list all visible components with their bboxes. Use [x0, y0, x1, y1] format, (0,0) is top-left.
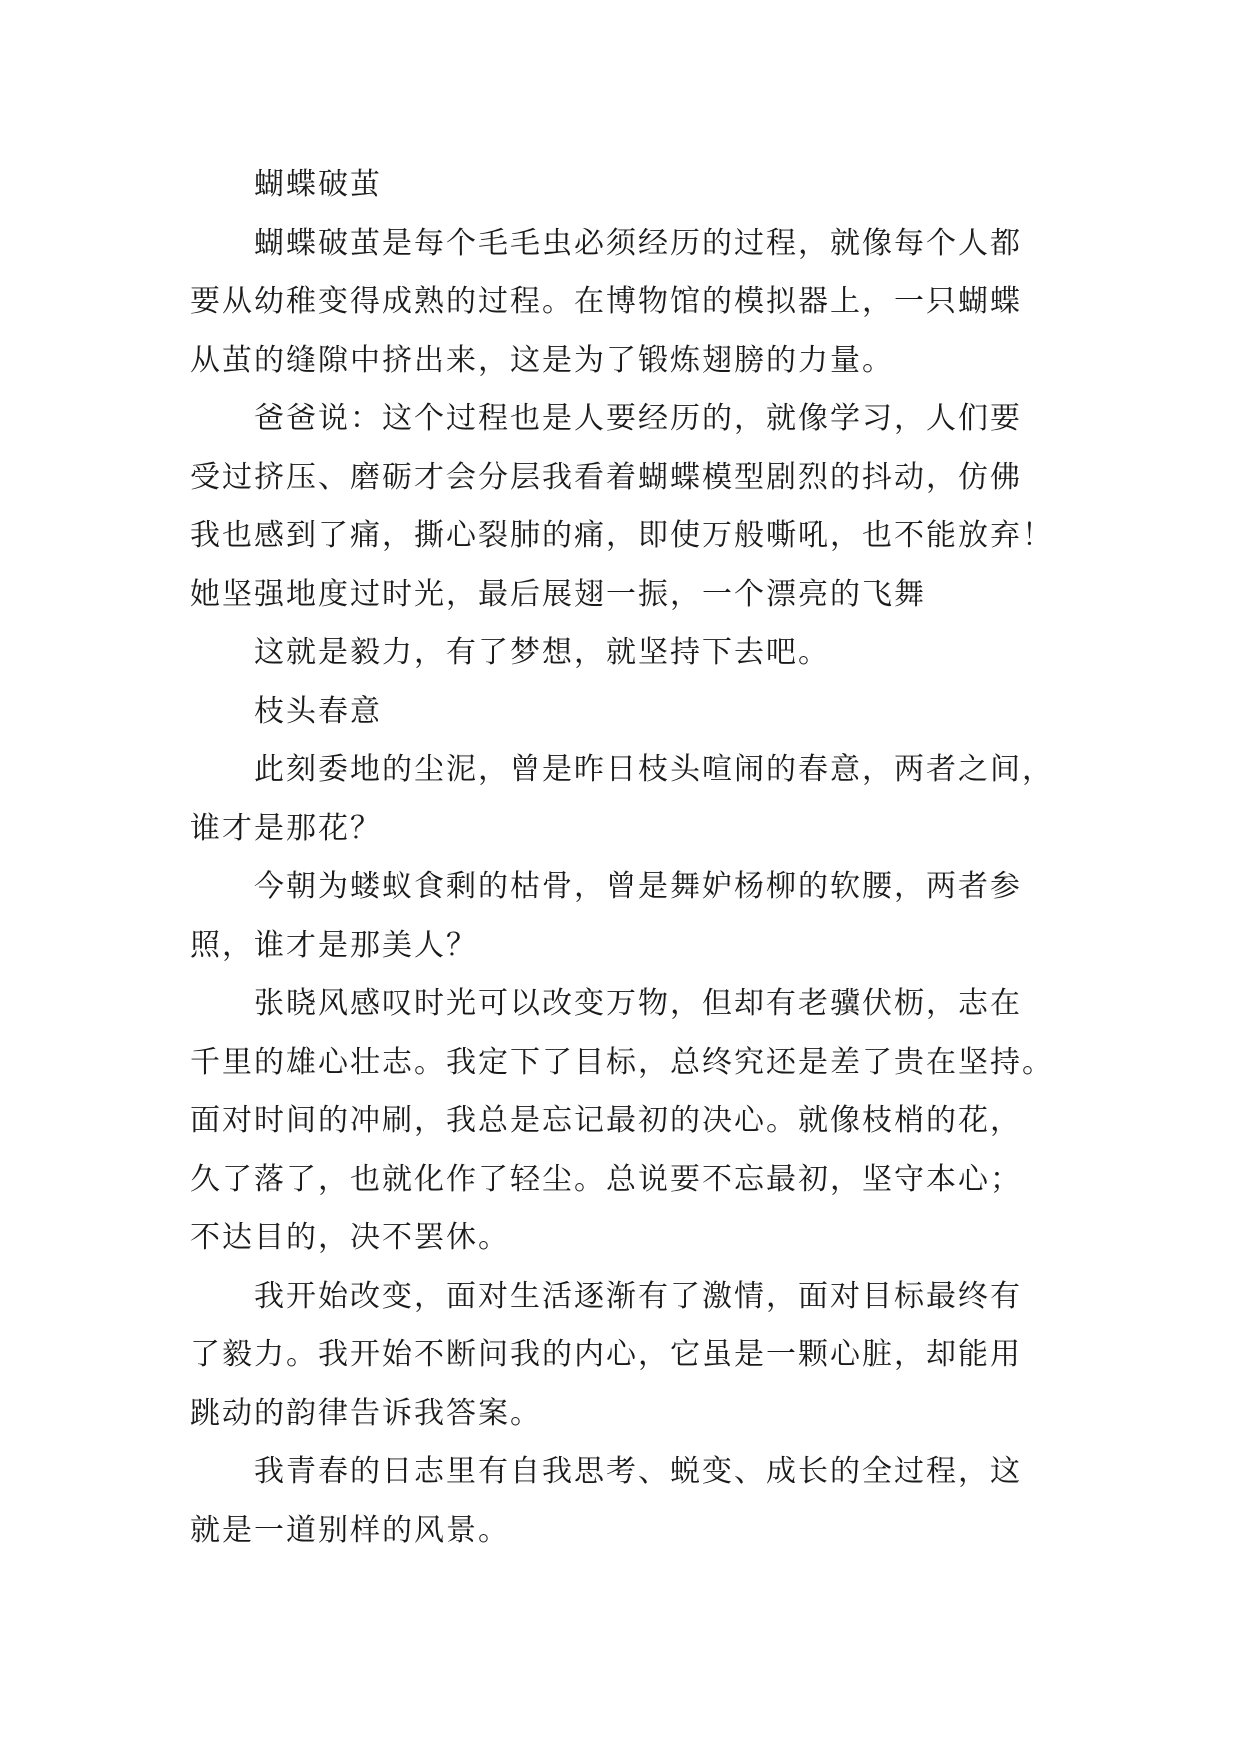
line-9: 这就是毅力，有了梦想，就坚持下去吧。	[254, 635, 830, 670]
line-14: 照，谁才是那美人？	[190, 927, 478, 963]
line-4: 从茧的缝隙中挤出来，这是为了锻炼翅膀的力量。	[190, 342, 894, 378]
line-6: 受过挤压、磨砺才会分层我看着蝴蝶模型剧烈的抖动，仿佛	[190, 459, 1022, 495]
line-3: 要从幼稚变得成熟的过程。在博物馆的模拟器上，一只蝴蝶	[190, 284, 1022, 319]
line-2: 蝴蝶破茧是每个毛毛虫必须经历的过程，就像每个人都	[254, 225, 1022, 261]
line-21: 了毅力。我开始不断问我的内心，它虽是一颗心脏，却能用	[190, 1337, 1022, 1372]
line-8: 她坚强地度过时光，最后展翅一振，一个漂亮的飞舞	[190, 576, 926, 612]
line-17: 面对时间的冲刷，我总是忘记最初的决心。就像枝梢的花，	[190, 1103, 1022, 1138]
line-16: 千里的雄心壮志。我定下了目标，总终究还是差了贵在坚持。	[190, 1044, 1054, 1080]
line-7: 我也感到了痛，撕心裂肺的痛，即使万般嘶吼，也不能放弃！	[190, 518, 1054, 553]
line-23: 我青春的日志里有自我思考、蜕变、成长的全过程，这	[254, 1454, 1022, 1489]
line-10: 枝头春意	[254, 693, 382, 729]
line-11: 此刻委地的尘泥，曾是昨日枝头喧闹的春意，两者之间，	[254, 752, 1054, 787]
line-22: 跳动的韵律告诉我答案。	[190, 1395, 542, 1431]
line-20: 我开始改变，面对生活逐渐有了激情，面对目标最终有	[254, 1278, 1022, 1314]
document-body	[190, 156, 1080, 1560]
line-24: 就是一道别样的风景。	[190, 1512, 510, 1548]
line-1: 蝴蝶破茧	[254, 167, 382, 202]
line-18: 久了落了，也就化作了轻尘。总说要不忘最初，坚守本心；	[190, 1161, 1022, 1197]
line-15: 张晓风感叹时光可以改变万物，但却有老骥伏枥，志在	[254, 986, 1022, 1021]
line-19: 不达目的，决不罢休。	[190, 1220, 510, 1255]
line-12: 谁才是那花？	[190, 810, 382, 846]
line-5: 爸爸说：这个过程也是人要经历的，就像学习，人们要	[254, 401, 1022, 436]
line-13: 今朝为蝼蚁食剩的枯骨，曾是舞妒杨柳的软腰，两者参	[254, 869, 1022, 904]
